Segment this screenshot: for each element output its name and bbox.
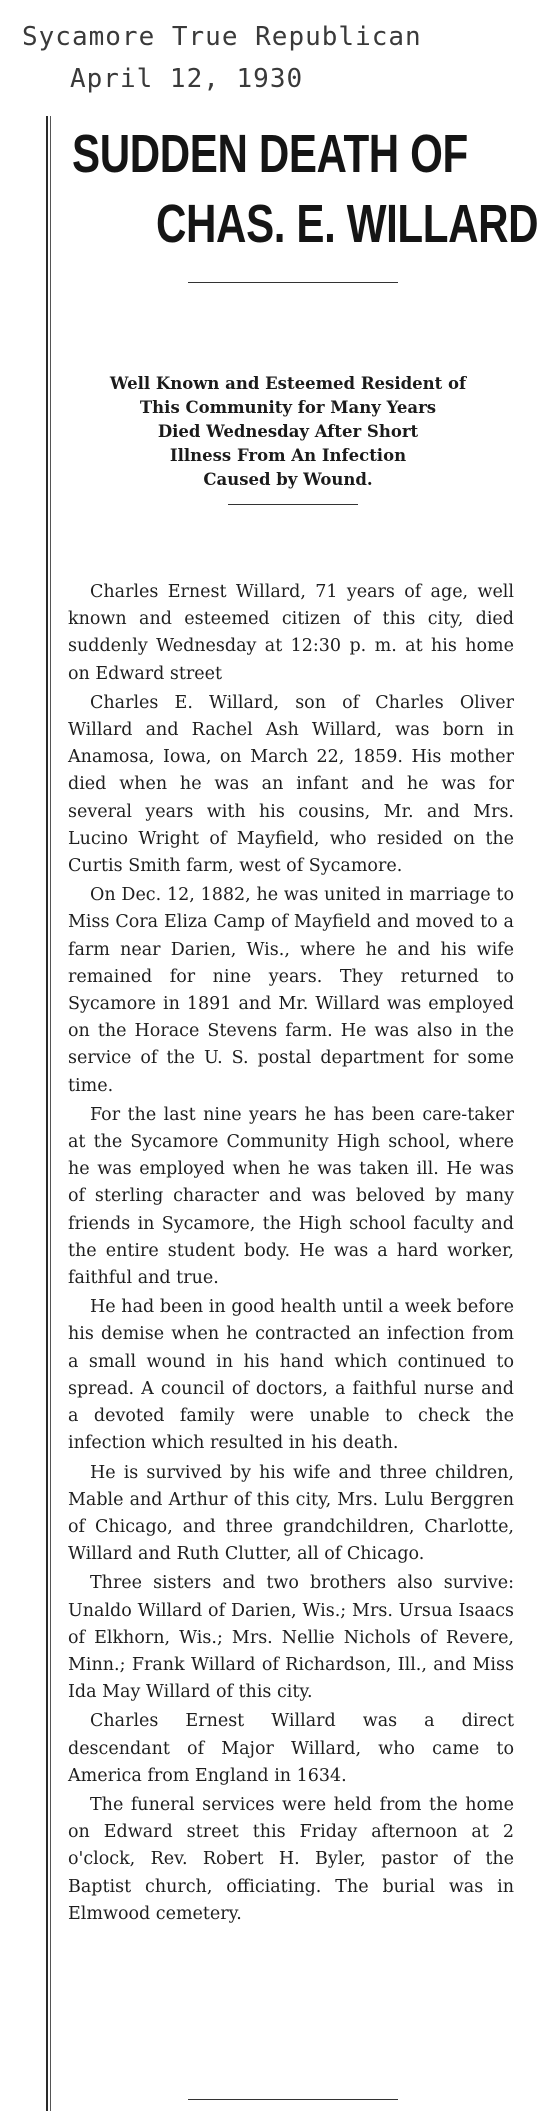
subheadline-line: This Community for Many Years: [139, 398, 437, 417]
article-paragraph: The funeral services were held from the home on Edward street this Friday afternoon at 2 o'clock, Rev. Robert H. Byler, pastor of the Baptist church, officiating. The burial was in Elmwood cemetery.: [68, 1794, 514, 1924]
date-caption: April 12, 1930: [70, 64, 304, 94]
article-paragraph: On Dec. 12, 1882, he was united in marriage to Miss Cora Eliza Camp of Mayfield and moved to a farm near Darien, Wis., where he and his wife remained for nine years. They returned to Sycamore in 1891 and Mr. Willard was employed on the Horace Stevens farm. He was also in the service of the U. S. postal department for some time.: [68, 885, 514, 1096]
article-paragraph: Charles E. Willard, son of Charles Oliver Willard and Rachel Ash Willard, was born in Anamosa, Iowa, on March 22, 1859. His mother died when he was an infant and he was for several years with his cousins, Mr. and Mrs. Lucino Wright of Mayfield, who resided on the Curtis Smith farm, west of Sycamore.: [68, 692, 514, 877]
end-divider: [188, 2099, 398, 2100]
article-paragraph: Three sisters and two brothers also survive: Unaldo Willard of Darien, Wis.; Mrs. Ursua Isaacs of Elkhorn, Wis.; Mrs. Nellie Nichols of Revere, Minn.; Frank Willard of Richardson, Ill., and Miss Ida May Willard of this city.: [68, 1573, 514, 1703]
subheadline-line: Well Known and Esteemed Resident of: [109, 374, 467, 393]
newspaper-clipping: [38, 116, 539, 2111]
article-paragraph: Charles Ernest Willard was a direct descendant of Major Willard, who came to America from England in 1634.: [68, 1711, 514, 1786]
article-paragraph: He had been in good health until a week before his demise when he contracted an infection from a small wound in his hand which continued to spread. A council of doctors, a faithful nurse and a devoted family were unable to check the infection which resulted in his death.: [68, 1297, 514, 1454]
article-paragraph: For the last nine years he has been care-taker at the Sycamore Community High school, where he was employed when he was taken ill. He was of sterling character and was beloved by many friends in Sycamore, the High school faculty and the entire student body. He was a hard worker, faithful and true.: [68, 1104, 514, 1289]
subheadline: [68, 372, 508, 492]
article-body: [68, 579, 514, 1930]
subheadline-line: Died Wednesday After Short: [157, 422, 419, 441]
headline-divider: [188, 282, 398, 283]
publication-caption: Sycamore True Republican: [22, 22, 422, 52]
article-paragraph: Charles Ernest Willard, 71 years of age, well known and esteemed citizen of this city, died suddenly Wednesday at 12:30 p. m. at his home on Edward street: [68, 582, 514, 684]
subheadline-divider: [228, 504, 358, 505]
column-rule-inner: [50, 116, 51, 2111]
subheadline-line: Caused by Wound.: [203, 470, 373, 489]
headline-line-2: CHAS. E. WILLARD: [156, 194, 539, 254]
column-rule: [46, 116, 48, 2111]
subheadline-line: Illness From An Infection: [169, 446, 407, 465]
headline-line-1: SUDDEN DEATH OF: [72, 124, 468, 184]
article-paragraph: He is survived by his wife and three children, Mable and Arthur of this city, Mrs. Lulu Berggren of Chicago, and three grandchildren, Charlotte, Willard and Ruth Clutter, all of Chicago.: [68, 1462, 514, 1565]
